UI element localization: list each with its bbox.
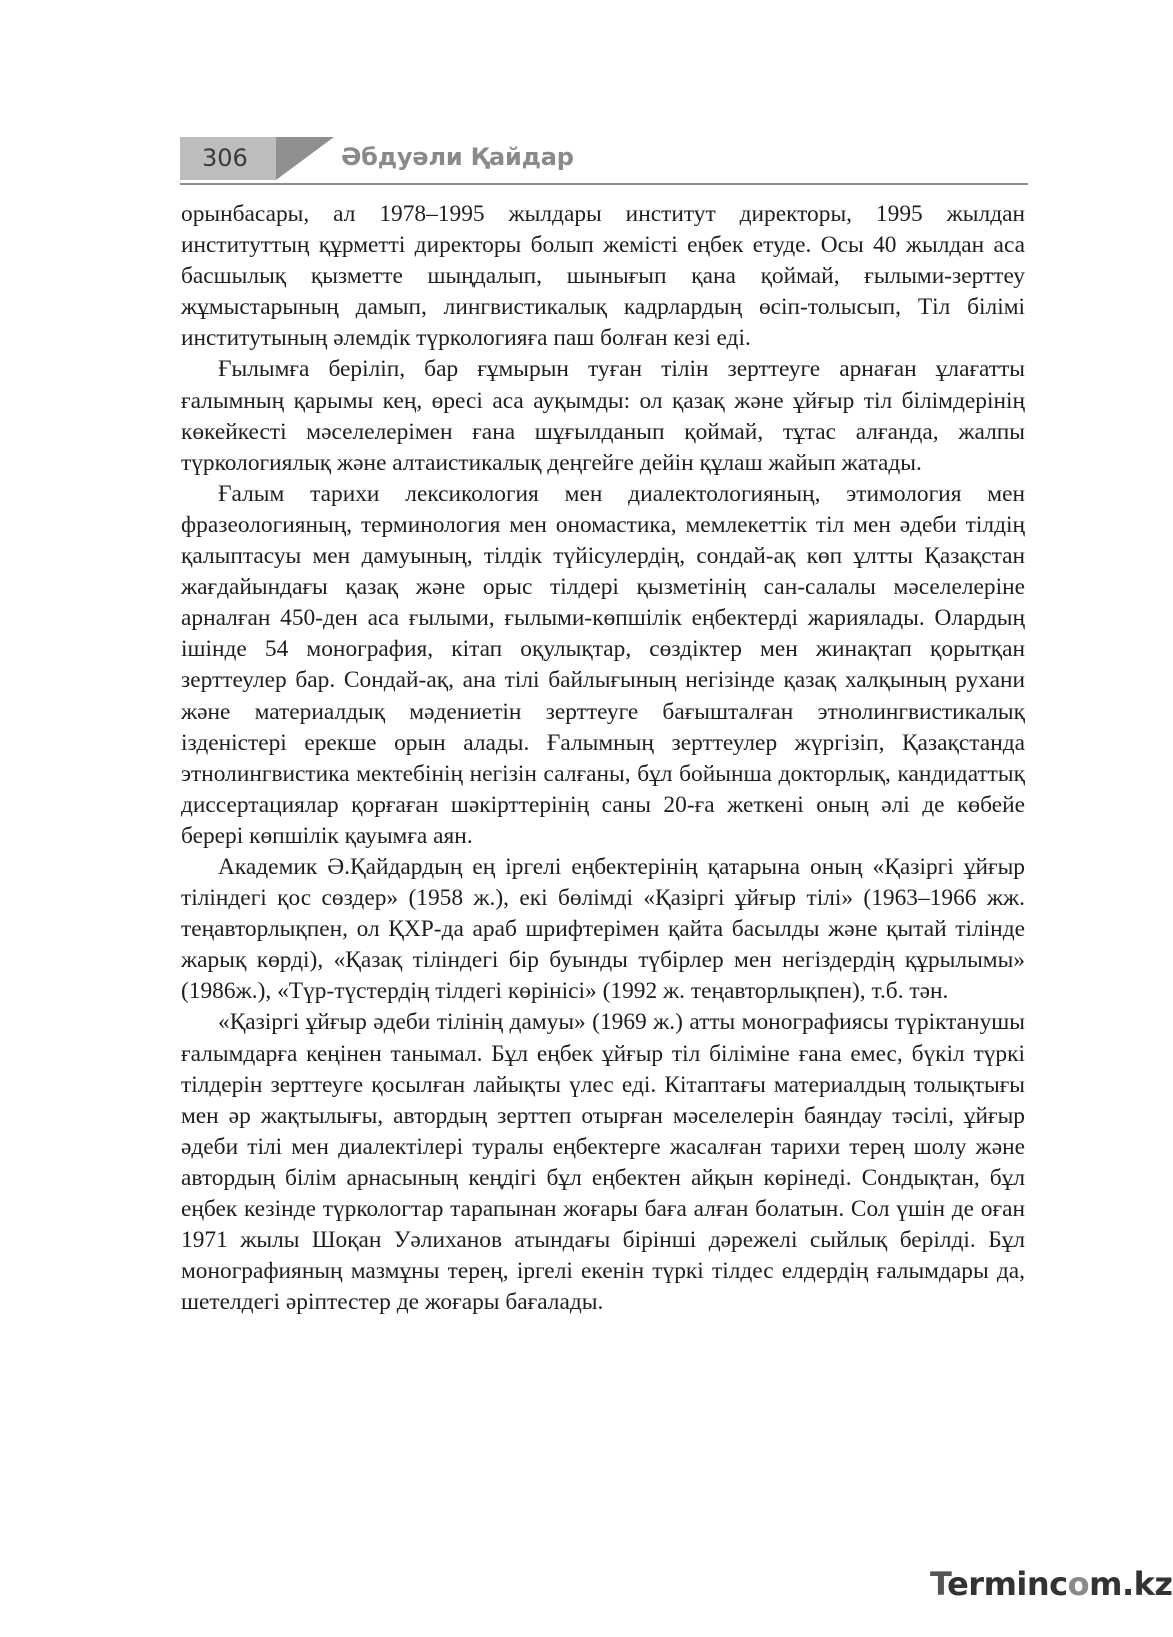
paragraph: орынбасары, ал 1978–1995 жылдары институт директоры, 1995 жылдан институттың құрметті директоры болып жемісті еңбек етуде. Осы 40 жылдан аса басшылық қызметте шыңдалып, шынығып қана қоймай, ғылыми-зерттеу жұмыстарының дамып, лингвистикалық кадрлардың өсіп-толысып, Тіл білімі институтының әлемдік түркологияға паш болған кезі еді. <box>181 201 1025 352</box>
header-rule <box>180 183 1028 185</box>
watermark-logo <box>930 1565 1173 1603</box>
paragraph: Академик Ә.Қайдардың ең іргелі еңбектерінің қатарына оның «Қазіргі ұйғыр тіліндегі қос сөздер» (1958 ж.), екі бөлімді «Қазіргі ұйғыр тілі» (1963–1966 жж. теңавторлықпен, ол ҚХР-да араб шрифтерімен қайта басылды және қытай тілінде жарық көрді), «Қазақ тіліндегі бір буынды түбірлер мен негіздердің құрылымы» (1986ж.), «Түр-түстердің тілдегі көрінісі» (1992 ж. теңавторлықпен), т.б. тән. <box>181 853 1025 1005</box>
watermark-letter-t: T <box>930 1565 948 1603</box>
paragraph: Ғалым тарихи лексикология мен диалектологияның, этимология мен фразеологияның, терминология мен ономастика, мемлекеттік тіл мен әдеби тілдің қалыптасуы мен дамуының, тілдік түйісулердің, сондай-ақ көп ұлтты Қазақстан жағдайындағы қазақ және орыс тілдері қызметінің сан-салалы мәселелеріне арналған 450-ден аса ғылыми, ғылыми-көпшілік еңбектерді жариялады. Олардың ішінде 54 монография, кітап оқулықтар, сөздіктер мен жинақтап қорытқан зерттеулер бар. Сондай-ақ, ана тілі байлығының негізінде қазақ халқының рухани және материалдық мәдениетін зерттеуге бағышталған этнолингвистикалық ізденістері ерекше орын алады. Ғалымның зерттеулер жүргізіп, Қазақстанда этнолингвистика мектебінің негізін салғаны, бұл бойынша докторлық, кандидаттық диссертациялар қорғаған шәкірттерінің саны 20-ға жеткені оның әлі де көбейе берері көпшілік қауымға аян. <box>181 480 1025 849</box>
paragraph: Ғылымға беріліп, бар ғұмырын туған тілін зерттеуге арнаған ұлағатты ғалымның қарымы кең, өресі аса ауқымды: ол қазақ және ұйғыр тіл білімдерінің көкейкесті мәселелерімен ғана шұғылданып қоймай, тұтас алғанда, жалпы түркологиялық және алтаистикалық деңгейге дейін құлаш жайып жатады. <box>181 356 1025 476</box>
watermark-text: erminc <box>947 1565 1068 1603</box>
page-number: 306 <box>180 137 276 180</box>
body-text <box>181 199 1025 1318</box>
paragraph: «Қазіргі ұйғыр әдеби тілінің дамуы» (1969 ж.) атты монографиясы түріктанушы ғалымдарға кеңінен танымал. Бұл еңбек ұйғыр тіл біліміне ғана емес, бүкіл түркі тілдерін зерттеуге қосылған лайықты үлес еді. Кітаптағы материалдың толықтығы мен әр жақтылығы, автордың зерттеп отырған мәселелерін баяндау тәсілі, ұйғыр әдеби тілі мен диалектілері туралы еңбектерге жасалған тарихи терең шолу және автордың білім арнасының кеңдігі бұл еңбектен айқын көрінеді. Сондықтан, бұл еңбек кезінде түркологтар тарапынан жоғары баға алған болатын. Сол үшін де оған 1971 жылы Шоқан Уәлиханов атындағы бірінші дәрежелі сыйлық берілді. Бұл монографияның мазмұны терең, іргелі екенін түркі тілдес елдердің ғалымдары да, шетелдегі әріптестер де жоғары бағалады. <box>181 1009 1025 1316</box>
watermark-o-icon: o <box>1067 1565 1090 1603</box>
watermark-domain: m.kz <box>1089 1565 1173 1603</box>
page-header <box>180 137 1028 189</box>
running-head: Әбдуәли Қайдар <box>341 143 574 171</box>
page-number-wedge <box>276 137 334 180</box>
